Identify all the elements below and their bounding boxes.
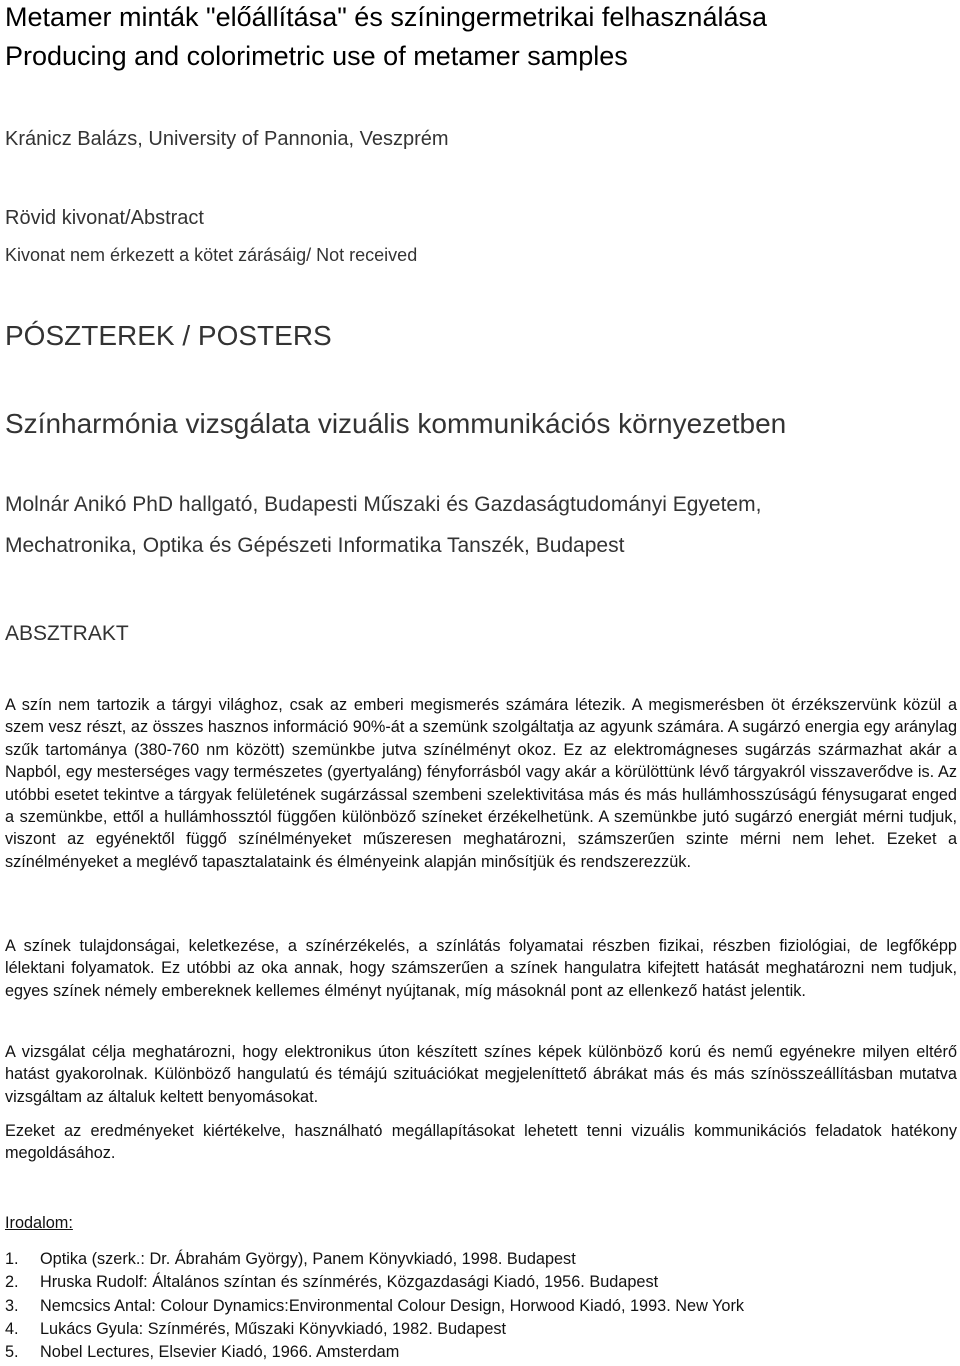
poster-author-line-1: Molnár Anikó PhD hallgató, Budapesti Műszaki és Gazdaságtudományi Egyetem, <box>5 493 762 516</box>
reference-item <box>5 1343 744 1366</box>
title-english: Producing and colorimetric use of metamer samples <box>5 41 628 71</box>
reference-text: Nobel Lectures, Elsevier Kiadó, 1966. Amsterdam <box>40 1343 400 1362</box>
references-list <box>5 1250 744 1366</box>
reference-number: 2. <box>5 1273 19 1292</box>
poster-title: Színharmónia vizsgálata vizuális kommunikációs környezetben <box>5 408 787 439</box>
abstract-note: Kivonat nem érkezett a kötet zárásáig/ Not received <box>5 245 418 265</box>
reference-item <box>5 1273 744 1296</box>
reference-number: 4. <box>5 1319 19 1338</box>
reference-text: Lukács Gyula: Színmérés, Műszaki Könyvkiadó, 1982. Budapest <box>40 1319 507 1338</box>
body-paragraph-4: Ezeket az eredményeket kiértékelve, használható megállapításokat lehetett tenni vizuális kommunikációs feladatok hatékony megoldásához. <box>5 1122 957 1163</box>
reference-item <box>5 1250 744 1273</box>
body-paragraph-2: A színek tulajdonságai, keletkezése, a színérzékelés, a színlátás folyamatai részben fizikai, részben fiziológiai, de legfőképp lélektani folyamatok. Ez utóbbi az oka annak, hogy számszerűen a színek hangulatra kifejtett hatását meghatározni nem tudjuk, egyes színek némely embereknek kellemes élményt nyújtanak, míg másoknál pont az ellenkező hatást jelentik. <box>5 937 957 1000</box>
reference-number: 5. <box>5 1343 19 1362</box>
reference-text: Nemcsics Antal: Colour Dynamics:Environmental Colour Design, Horwood Kiadó, 1993. New York <box>40 1296 745 1315</box>
body-paragraph-3: A vizsgálat célja meghatározni, hogy elektronikus úton készített színes képek különböző korú és nemű egyénekre milyen eltérő hatást gyakorolnak. Különböző hangulatú és témájú szituációkat megjeleníttető ábrákat más és más színösszeállításban mutatva vizsgáltam az általuk keltett benyomásokat. <box>5 1043 957 1106</box>
section-heading: PÓSZTEREK / POSTERS <box>5 320 332 351</box>
author-line: Kránicz Balázs, University of Pannonia, Veszprém <box>5 128 449 150</box>
references-heading: Irodalom: <box>5 1214 73 1232</box>
body-paragraph-1: A szín nem tartozik a tárgyi világhoz, csak az emberi megismerés számára létezik. A megismerésben öt érzékszervünk közül a szem vesz részt, az összes hasznos információ 90%-át a szemünk szolgáltatja az agyunk számára. A sugárzó energia egy aránylag szűk tartománya (380-760 nm között) szemünkbe jutva színélményt okoz. Ez az elektromágneses sugárzás származhat akár a Napból, egy mesterséges vagy természetes (gyertyaláng) fényforrásból vagy akár a körülöttünk lévő tárgyakról visszaverődve is. Az utóbbi esetet tekintve a tárgyak felületének sugárzással szembeni szelektivitása más és más hullámhosszúságú fénysugarat enged a szemünkbe, ettől a hullámhossztól függően különböző színeket érzékelhetünk. A szemünkbe jutó sugárzó energiát mérni tudjuk, viszont az egyénektől függő színélményeket műszeresen meghatározni, számszerűen szinte mérni nem lehet. Ezeket a színélményeket a meglévő tapasztalataink és élményeink alapján minősítjük és rendszerezzük. <box>5 696 957 871</box>
abstract-heading: ABSZTRAKT <box>5 622 129 645</box>
reference-text: Optika (szerk.: Dr. Ábrahám György), Panem Könyvkiadó, 1998. Budapest <box>40 1250 576 1268</box>
poster-author-line-2: Mechatronika, Optika és Gépészeti Informatika Tanszék, Budapest <box>5 534 625 557</box>
reference-number: 1. <box>5 1250 19 1268</box>
reference-item <box>5 1320 744 1343</box>
title-hungarian: Metamer minták "előállítása" és színingermetrikai felhasználása <box>5 2 767 32</box>
reference-number: 3. <box>5 1296 19 1315</box>
abstract-label: Rövid kivonat/Abstract <box>5 207 204 229</box>
reference-text: Hruska Rudolf: Általános színtan és színmérés, Közgazdasági Kiadó, 1956. Budapest <box>40 1273 659 1292</box>
reference-item <box>5 1297 744 1320</box>
